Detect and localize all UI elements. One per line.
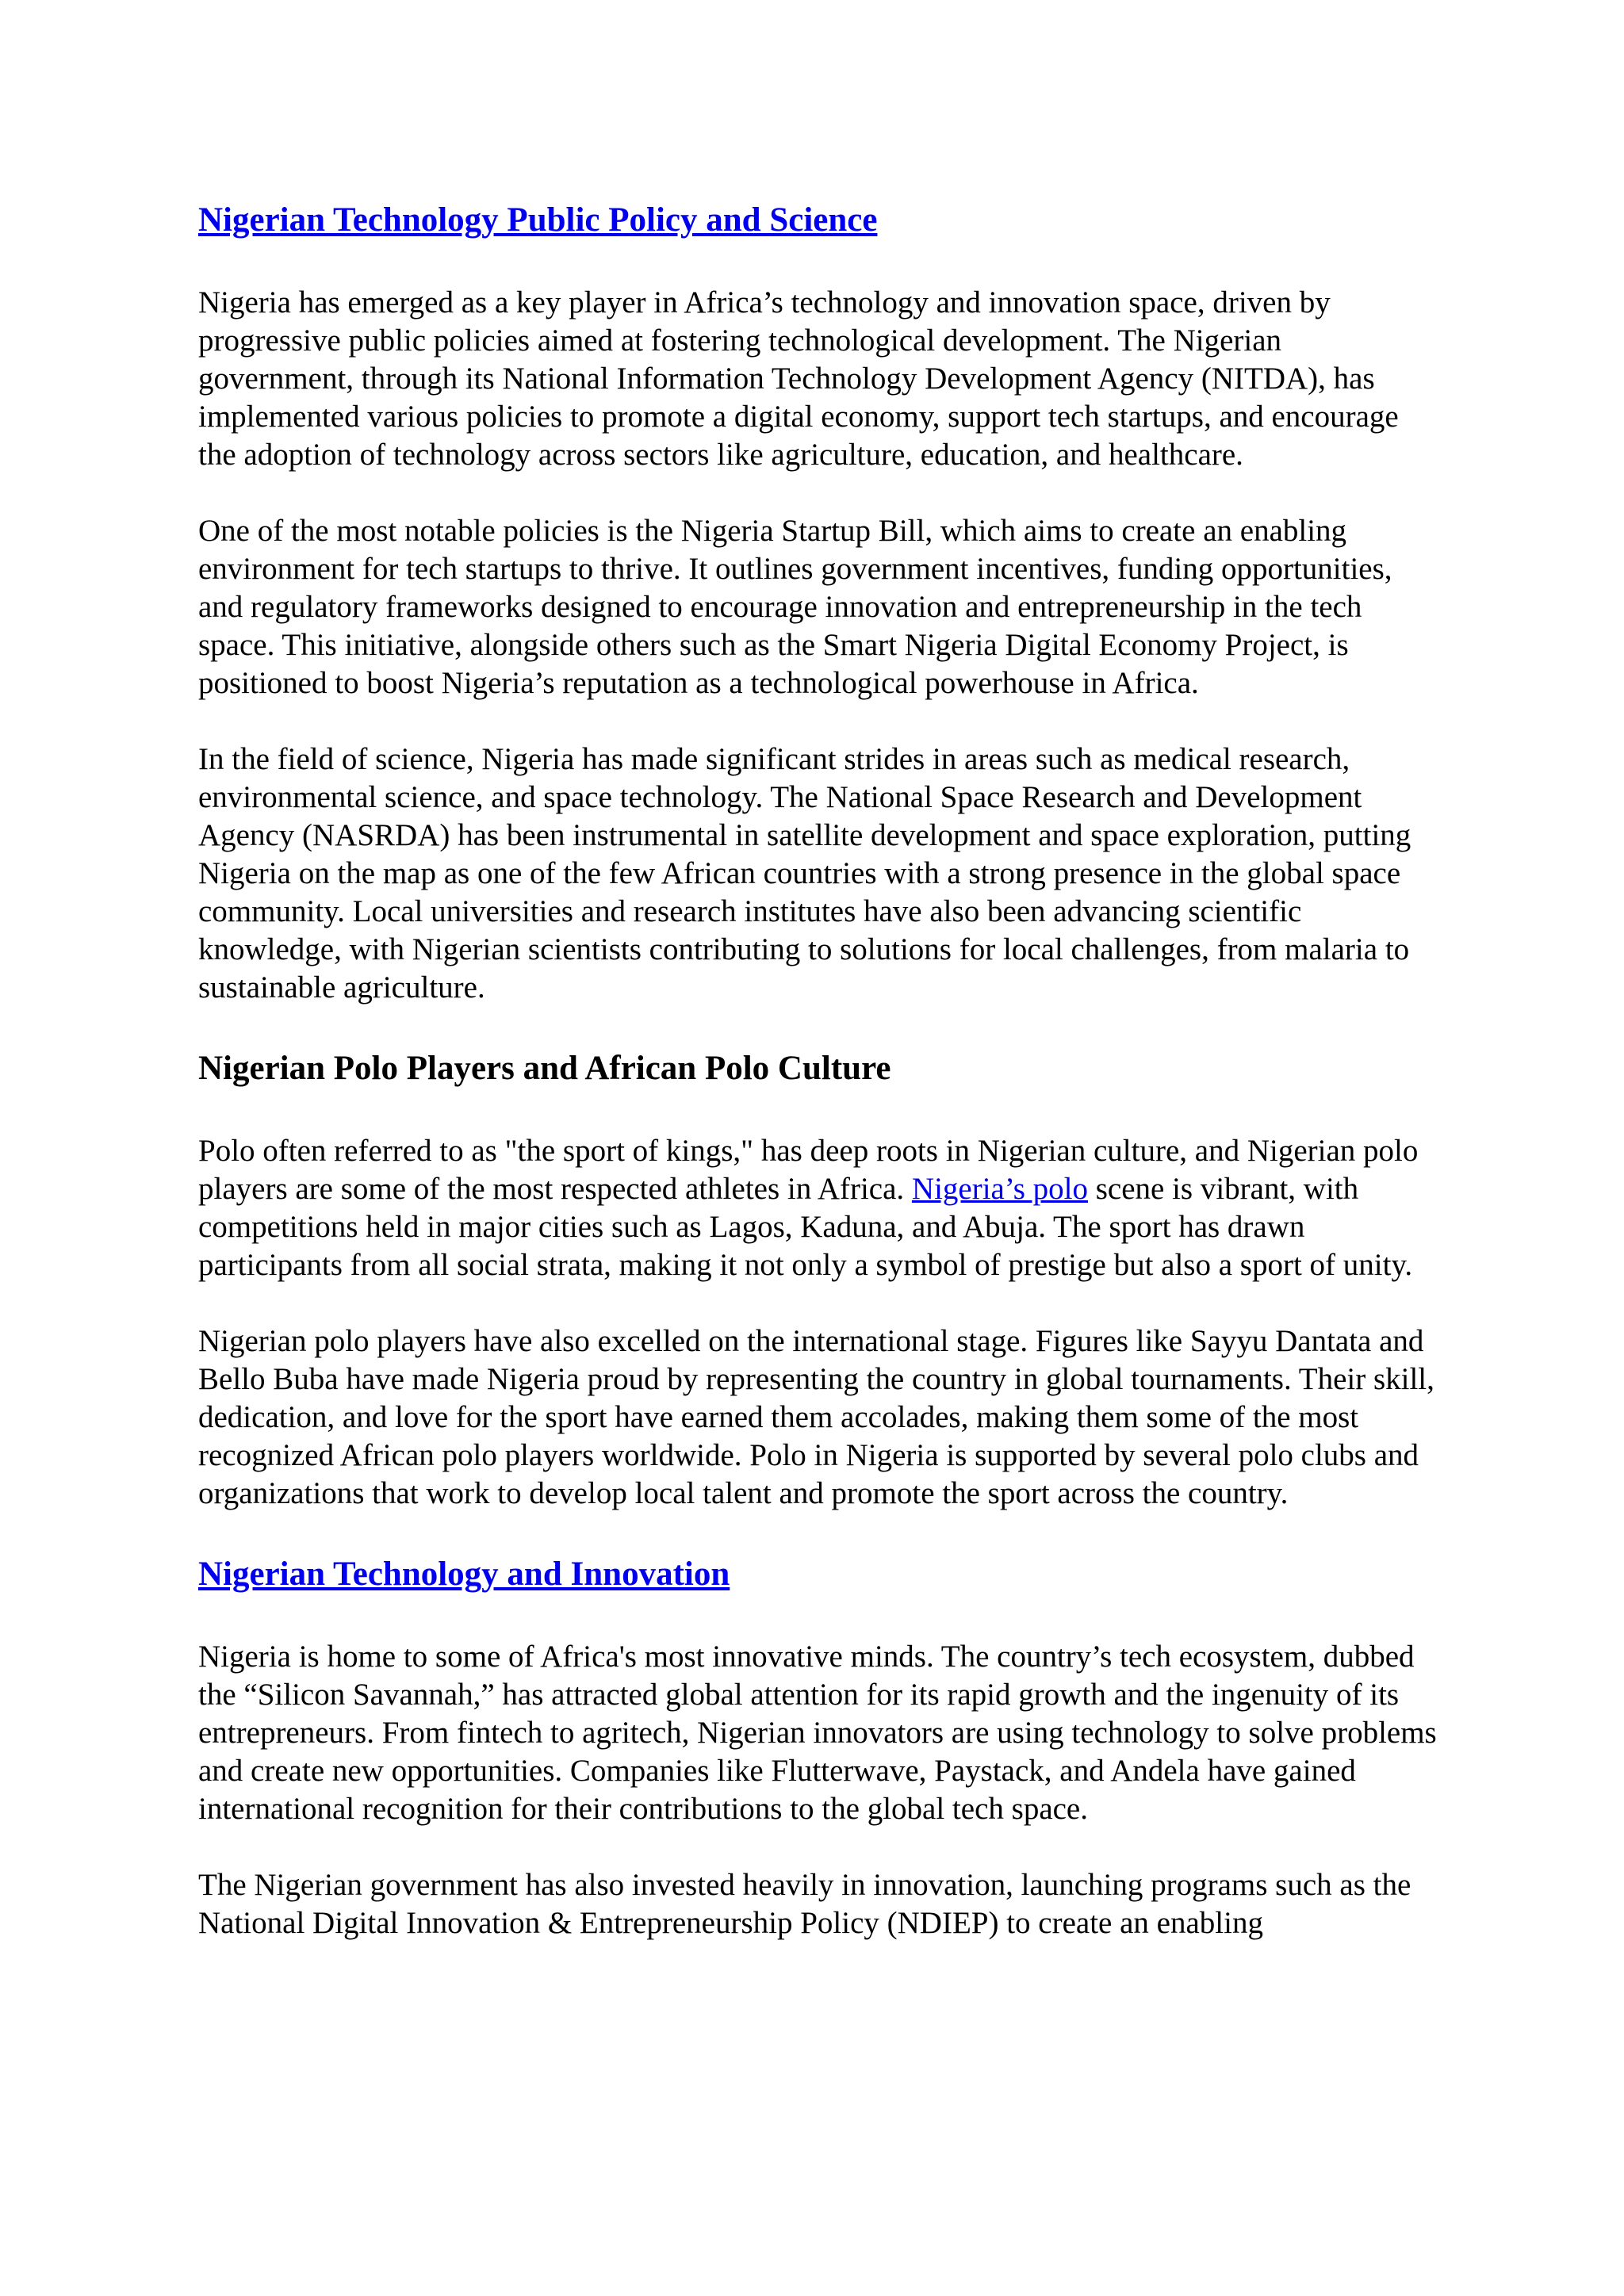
section-heading-tech-innovation xyxy=(198,1551,1443,1598)
paragraph xyxy=(198,1132,1443,1284)
paragraph: Nigeria is home to some of Africa's most innovative minds. The country’s tech ecosystem, dubbed the “Silicon Savannah,” has attracted global attention for its rapid growth and the ingenuity of its entrepreneurs. From fintech to agritech, Nigerian innovators are using technology to solve problems and create new opportunities. Companies like Flutterwave, Paystack, and Andela have gained international recognition for their contributions to the global tech space. xyxy=(198,1640,1437,1826)
heading-link-tech-policy[interactable]: Nigerian Technology Public Policy and Science xyxy=(198,201,878,239)
section-heading-tech-policy xyxy=(198,197,1443,244)
section-heading-polo: Nigerian Polo Players and African Polo Culture xyxy=(198,1050,891,1087)
paragraph: In the field of science, Nigeria has made significant strides in areas such as medical research, environmental science, and space technology. The National Space Research and Development Agency (NASRDA) has been instrumental in satellite development and space exploration, putting Nigeria on the map as one of the few African countries with a strong presence in the global space community. Local universities and research institutes have also been advancing scientific knowledge, with Nigerian scientists contributing to solutions for local challenges, from malaria to sustainable agriculture. xyxy=(198,742,1411,1004)
paragraph-text: scene is vibrant, with competitions held in major cities such as Lagos, Kaduna, and Abuja. The sport has drawn participants from all social strata, making it not only a symbol of prestige but also a sport of unity. xyxy=(198,1172,1413,1282)
heading-link-tech-innovation[interactable]: Nigerian Technology and Innovation xyxy=(198,1556,730,1593)
paragraph: The Nigerian government has also invested heavily in innovation, launching programs such as the National Digital Innovation & Entrepreneurship Policy (NDIEP) to create an enabling xyxy=(198,1868,1411,1940)
paragraph: Nigeria has emerged as a key player in Africa’s technology and innovation space, driven by progressive public policies aimed at fostering technological development. The Nigerian government, through its National Information Technology Development Agency (NITDA), has implemented various policies to promote a digital economy, support tech startups, and encourage the adoption of technology across sectors like agriculture, education, and healthcare. xyxy=(198,285,1399,472)
paragraph: Nigerian polo players have also excelled on the international stage. Figures like Sayyu Dantata and Bello Buba have made Nigeria proud by representing the country in global tournaments. Their skill, dedication, and love for the sport have earned them accolades, making them some of the most recognized African polo players worldwide. Polo in Nigeria is supported by several polo clubs and organizations that work to develop local talent and promote the sport across the country. xyxy=(198,1324,1434,1510)
document-page xyxy=(198,197,1443,1942)
paragraph: One of the most notable policies is the Nigeria Startup Bill, which aims to create an enabling environment for tech startups to thrive. It outlines government incentives, funding opportunities, and regulatory frameworks designed to encourage innovation and entrepreneurship in the tech space. This initiative, alongside others such as the Smart Nigeria Digital Economy Project, is positioned to boost Nigeria’s reputation as a technological powerhouse in Africa. xyxy=(198,514,1392,700)
inline-link-nigerias-polo[interactable]: Nigeria’s polo xyxy=(911,1172,1088,1206)
paragraph-text: Polo often referred to as "the sport of kings," has deep roots in Nigerian culture, and Nigerian polo players are some of the most respected athletes in Africa. xyxy=(198,1134,1419,1206)
